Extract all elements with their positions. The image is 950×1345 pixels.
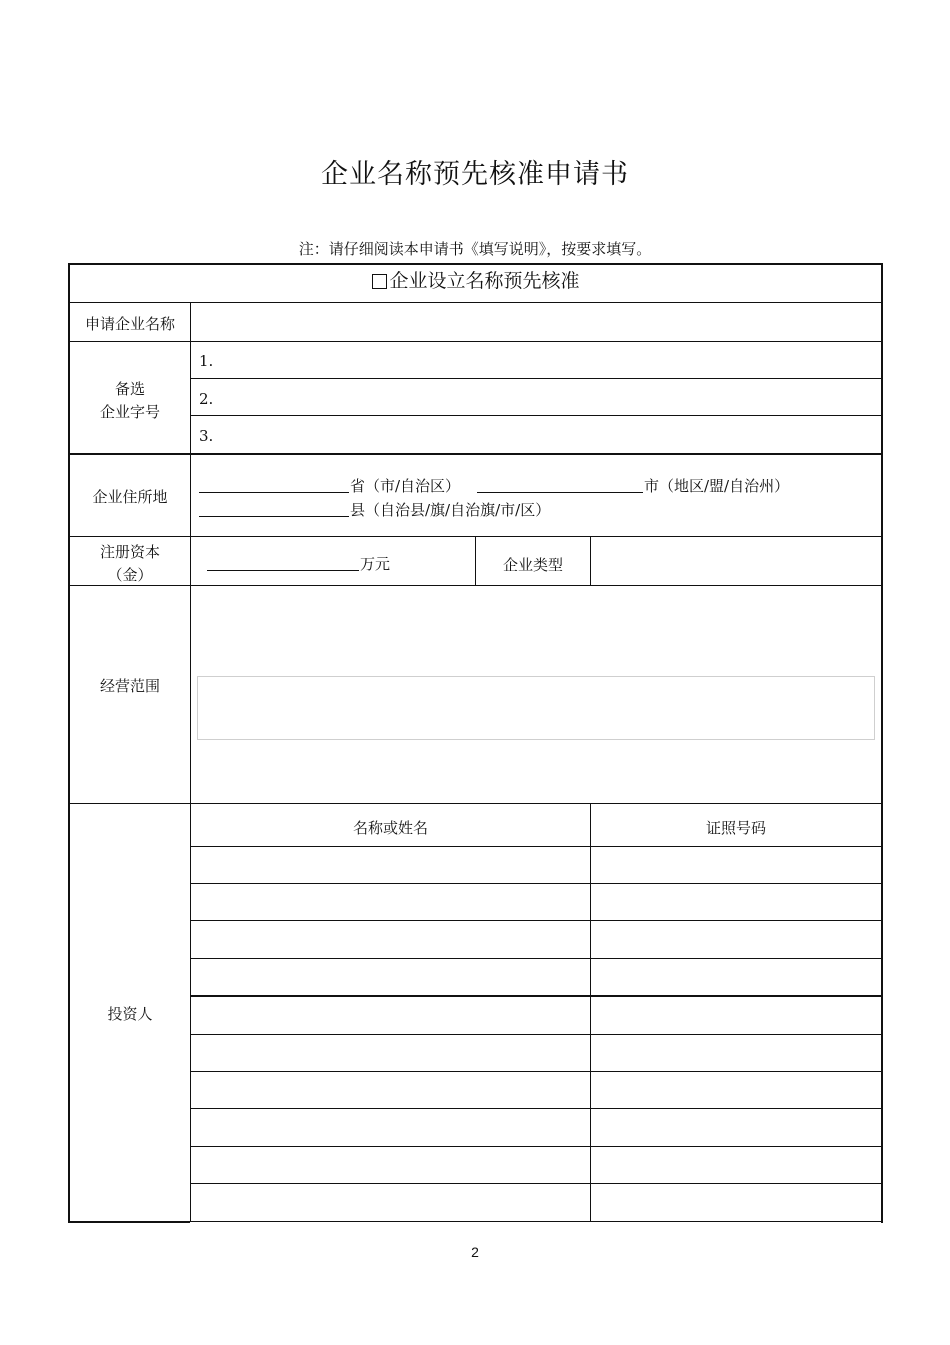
section-heading-label: 企业设立名称预先核准 — [389, 270, 580, 292]
applicant-name-label: 申请企业名称 — [84, 315, 175, 333]
registered-capital-label: 注册资本 （金） — [99, 543, 160, 584]
alternative-names-label: 备选 企业字号 — [99, 380, 160, 421]
investor-name-cell[interactable] — [192, 1148, 589, 1182]
investors-label: 投资人 — [107, 1005, 153, 1023]
investor-name-column-header: 名称或姓名 — [352, 819, 428, 837]
investor-license-cell[interactable] — [592, 922, 880, 957]
investor-name-cell[interactable] — [192, 885, 589, 919]
company-type-field[interactable] — [598, 554, 874, 574]
investor-license-cell[interactable] — [592, 1185, 880, 1220]
business-scope-label: 经营范围 — [99, 677, 160, 695]
county-blank[interactable] — [199, 516, 349, 517]
alternative-name-field-1[interactable]: 1. — [199, 352, 214, 370]
company-type-label: 企业类型 — [502, 556, 563, 574]
investor-name-cell[interactable] — [192, 922, 589, 957]
investor-name-cell[interactable] — [192, 1073, 589, 1107]
section-heading — [70, 266, 882, 293]
applicant-name-field[interactable] — [198, 313, 878, 333]
investor-license-cell[interactable] — [592, 848, 880, 882]
registered-capital-blank[interactable] — [207, 570, 359, 571]
investor-license-cell[interactable] — [592, 885, 880, 919]
investor-name-cell[interactable] — [192, 1036, 589, 1070]
investor-name-cell[interactable] — [192, 848, 589, 882]
province-blank[interactable] — [199, 492, 349, 493]
investor-license-cell[interactable] — [592, 998, 880, 1033]
city-blank[interactable] — [477, 492, 643, 493]
investor-license-cell[interactable] — [592, 1036, 880, 1070]
capital-unit: 万元 — [360, 555, 391, 573]
investor-license-cell[interactable] — [592, 1110, 880, 1145]
province-suffix: 省（市/自治区） — [350, 477, 461, 495]
business-scope-textbox[interactable] — [197, 676, 875, 740]
investor-license-cell[interactable] — [592, 960, 880, 994]
alternative-name-field-2[interactable]: 2. — [199, 390, 214, 408]
county-suffix: 县（自治县/旗/自治旗/市/区） — [350, 501, 551, 519]
alternative-name-field-3[interactable]: 3. — [199, 427, 214, 445]
investor-license-cell[interactable] — [592, 1073, 880, 1107]
license-number-column-header: 证照号码 — [705, 819, 766, 837]
address-label: 企业住所地 — [92, 488, 168, 506]
investor-name-cell[interactable] — [192, 1185, 589, 1220]
page-number: 2 — [471, 1244, 479, 1260]
investor-name-cell[interactable] — [192, 1110, 589, 1145]
city-suffix: 市（地区/盟/自治州） — [644, 477, 790, 495]
investor-name-cell[interactable] — [192, 998, 589, 1033]
fill-instructions-note: 注：请仔细阅读本申请书《填写说明》，按要求填写。 — [298, 240, 652, 258]
document-title: 企业名称预先核准申请书 — [321, 159, 629, 190]
investor-license-cell[interactable] — [592, 1148, 880, 1182]
investor-name-cell[interactable] — [192, 960, 589, 994]
name-approval-checkbox[interactable] — [372, 274, 387, 289]
